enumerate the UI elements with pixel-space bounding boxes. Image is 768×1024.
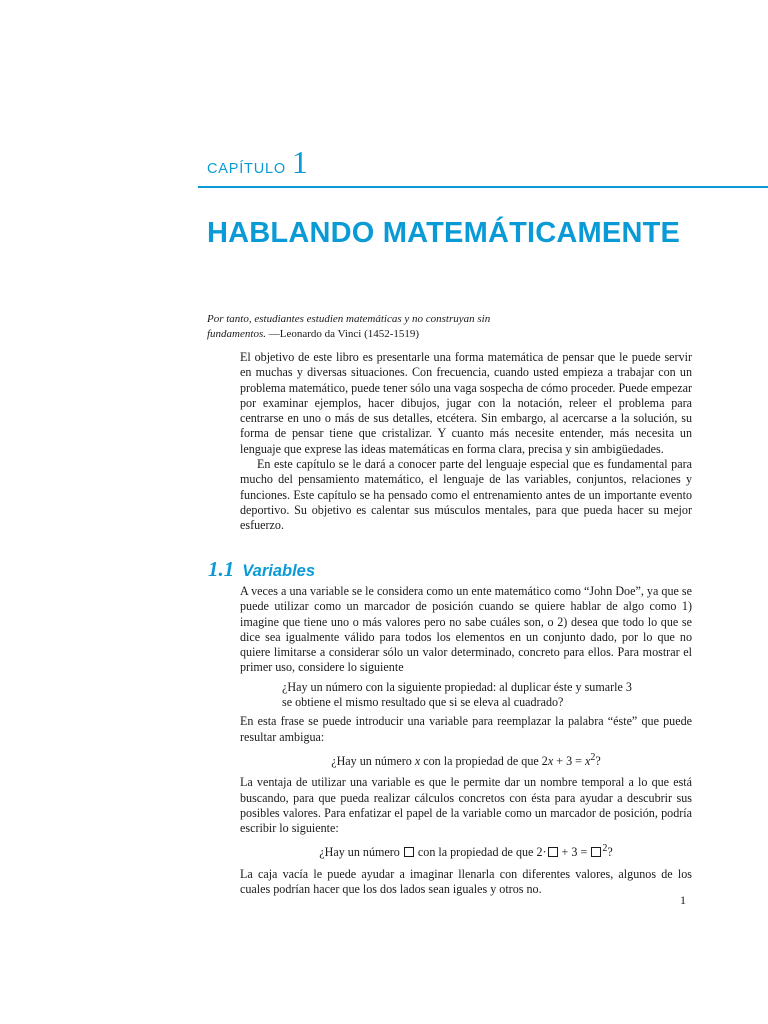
chapter-divider [198, 186, 768, 188]
math-question-box [240, 841, 692, 860]
chapter-title: HABLANDO MATEMÁTICAMENTE [207, 217, 681, 250]
intro-paragraph-1: El objetivo de este libro es presentarle una forma matemática de pensar que le puede servir en muchas y diversas situaciones. Con frecuencia, cuando usted empieza a trabajar con un problema matemático, puede tener sólo una vaga sospecha de cómo proceder. Puede empezar por examinar ejemplos, hacer dibujos, jugar con la notación, releer el problema para centrarse en uno o más de sus detalles, etcétera. Sin embargo, al acercarse a la solución, su forma de pensar tiene que cristalizar. Y cuanto más necesite entender, más necesita un lenguaje que exprese las ideas matemáticas en forma clara, precisa y sin ambigüedades. [240, 350, 692, 456]
chapter-label [207, 146, 308, 178]
epigraph [207, 312, 537, 342]
math1-var-x: x [414, 754, 421, 768]
epigraph-attribution: —Leonardo da Vinci (1452-1519) [268, 328, 420, 340]
math2-text-a: ¿Hay un número [319, 845, 403, 860]
math-question-variable [240, 750, 692, 769]
section-paragraph-4: La caja vacía le puede ayudar a imaginar llenarla con diferentes valores, algunos de los cuales podrían hacer que los dos lados sean iguales y otros no. [240, 866, 692, 897]
section-paragraph-3: La ventaja de utilizar una variable es que le permite dar un nombre temporal a lo que está buscando, para que pueda realizar cálculos concretos con ésta para ayudar a descubrir sus posibles valores. Para enfatizar el papel de la variable como un marcador de posición, podría escribir lo siguiente: [240, 775, 692, 836]
math2-end: ? [607, 845, 613, 860]
section-heading [208, 557, 315, 582]
math1-var-x2: x [547, 754, 554, 768]
section-paragraph-2: En esta frase se puede introducir una variable para reemplazar la palabra “éste” que puede resultar ambigua: [240, 714, 692, 744]
section-number: 1.1 [208, 557, 235, 581]
empty-box-icon [548, 847, 558, 857]
math1-text-c: + 3 = [553, 754, 585, 768]
math1-exponent: 2 [590, 751, 596, 763]
empty-box-icon [404, 847, 414, 857]
chapter-word: CAPÍTULO [207, 161, 286, 177]
empty-box-icon [591, 847, 601, 857]
section-text [240, 584, 692, 897]
math1-end: ? [595, 754, 601, 768]
intro-text [240, 350, 692, 534]
page-number: 1 [680, 893, 686, 907]
math2-exponent: 2 [602, 843, 608, 855]
math1-var-x3: x [585, 754, 591, 768]
quoted-question-line-2: se obtiene el mismo resultado que si se eleva al cuadrado? [282, 695, 564, 710]
math2-text-c: + 3 = [558, 845, 591, 860]
chapter-number: 1 [291, 144, 308, 180]
intro-paragraph-2: En este capítulo se le dará a conocer parte del lenguaje especial que es fundamental para mucho del pensamiento matemático, el lenguaje de las variables, conjuntos, relaciones y funciones. Este capítulo se ha pensado como el entrenamiento antes de un importante evento deportivo. Su objetivo es calentar sus músculos mentales, para que pueda hacer su mejor esfuerzo. [240, 457, 692, 533]
math1-text-b: con la propiedad de que 2 [420, 754, 548, 768]
math1-text-a: ¿Hay un número [331, 754, 415, 768]
quoted-question-line-1: ¿Hay un número con la siguiente propiedad: al duplicar éste y sumarle 3 [282, 679, 632, 694]
quoted-question [282, 680, 692, 711]
section-paragraph-1: A veces a una variable se le considera como un ente matemático como “John Doe”, ya que se puede utilizar como un marcador de posición cuando se quiere hablar de algo como 1) imagine que tiene uno o más valores pero no sabe cuáles son, o 2) desea que todo lo que se dice sea igualmente válido para todos los elementos en un conjunto dado, por lo que no quiere limitarse a considerar sólo un valor determinado, concreto para ellos. Para mostrar el primer uso, considere lo siguiente [240, 584, 692, 675]
epigraph-quote: Por tanto, estudiantes estudien matemáticas y no construyan sin fundamentos. [207, 313, 491, 340]
math2-text-b: con la propiedad de que 2· [414, 845, 547, 860]
section-title: Variables [242, 562, 316, 580]
